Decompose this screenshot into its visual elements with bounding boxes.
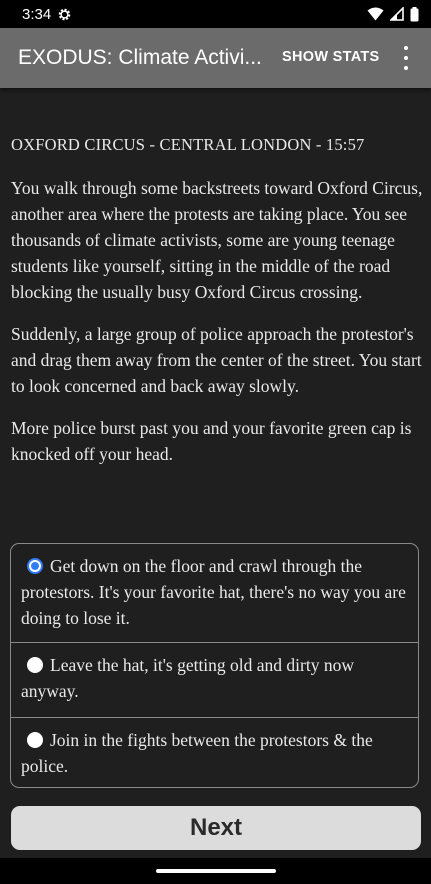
battery-icon: [410, 7, 419, 22]
next-button[interactable]: Next: [11, 806, 421, 850]
choice-option-3[interactable]: [11, 718, 418, 787]
choice-option-1[interactable]: [11, 544, 418, 643]
choice-group: [10, 543, 419, 788]
more-options-icon[interactable]: [398, 46, 414, 70]
story-paragraph: You walk through some backstreets toward Oxford Circus, another area where the protests are taking place. You see thousands of climate activists, some are young teenage students like yourself, sitting in the middle of the road blocking the usually busy Oxford Circus crossing.: [11, 178, 423, 302]
scene-location: OXFORD CIRCUS - CENTRAL LONDON - 15:57: [11, 135, 365, 154]
story-paragraph: More police burst past you and your favorite green cap is knocked off your head.: [11, 418, 412, 464]
radio-button-icon[interactable]: [27, 657, 43, 673]
wifi-icon: [367, 7, 384, 21]
choice-label: Leave the hat, it's getting old and dirty now anyway.: [21, 655, 354, 701]
home-gesture-handle[interactable]: [156, 869, 276, 873]
cellular-signal-icon: [390, 7, 404, 21]
app-title: EXODUS: Climate Activi...: [18, 46, 262, 69]
show-stats-button[interactable]: SHOW STATS: [282, 49, 380, 65]
status-bar: [0, 0, 431, 28]
choice-option-2[interactable]: [11, 643, 418, 718]
radio-button-selected-icon[interactable]: [27, 558, 43, 574]
radio-button-icon[interactable]: [27, 732, 43, 748]
story-paragraph: Suddenly, a large group of police approach the protestor's and drag them away from the center of the street. You start to look concerned and back away slowly.: [11, 324, 422, 396]
choice-label: Get down on the floor and crawl through the protestors. It's your favorite hat, there's no way you are doing to lose it.: [21, 556, 406, 628]
choice-label: Join in the fights between the protestors & the police.: [21, 730, 373, 776]
story-content: [11, 132, 423, 483]
navigation-bar: [0, 858, 431, 884]
settings-gear-icon: [57, 7, 72, 22]
status-time: 3:34: [22, 5, 52, 23]
app-bar: [0, 28, 431, 88]
